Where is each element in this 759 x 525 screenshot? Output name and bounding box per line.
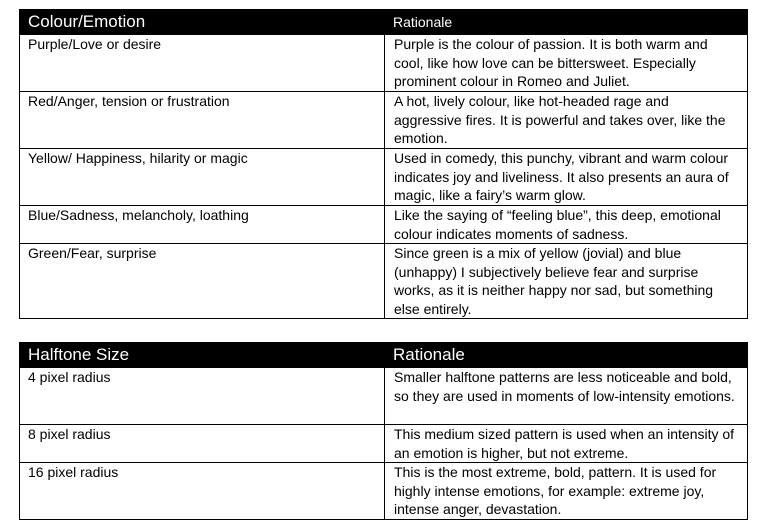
table-header-row — [20, 343, 748, 368]
halftone-size-table — [19, 342, 748, 520]
rationale-cell: This is the most extreme, bold, pattern. It is used for highly intense emotions, for example: extreme joy, intense anger, devastation. — [385, 463, 748, 520]
table-row — [20, 35, 748, 92]
table-row — [20, 244, 748, 319]
table-row — [20, 149, 748, 206]
colour-emotion-table — [19, 9, 748, 319]
halftone-size-cell: 8 pixel radius — [20, 425, 385, 463]
emotion-cell: Yellow/ Happiness, hilarity or magic — [20, 149, 385, 206]
rationale-cell: Purple is the colour of passion. It is both warm and cool, like how love can be bittersweet. Especially prominent colour in Romeo and Juliet. — [385, 35, 748, 92]
table-row — [20, 463, 748, 520]
rationale-cell: This medium sized pattern is used when an intensity of an emotion is higher, but not extreme. — [385, 425, 748, 463]
rationale-cell: Since green is a mix of yellow (jovial) and blue (unhappy) I subjectively believe fear and surprise works, as it is neither happy nor sad, but something else entirely. — [385, 244, 748, 319]
column-header-rationale: Rationale — [385, 343, 748, 368]
rationale-cell: Like the saying of “feeling blue”, this deep, emotional colour indicates moments of sadness. — [385, 206, 748, 244]
emotion-cell: Blue/Sadness, melancholy, loathing — [20, 206, 385, 244]
rationale-cell: Used in comedy, this punchy, vibrant and warm colour indicates joy and liveliness. It also presents an aura of magic, like a fairy’s warm glow. — [385, 149, 748, 206]
emotion-cell: Purple/Love or desire — [20, 35, 385, 92]
column-header-halftone-size: Halftone Size — [20, 343, 385, 368]
table-row — [20, 92, 748, 149]
table-row — [20, 425, 748, 463]
emotion-cell: Green/Fear, surprise — [20, 244, 385, 319]
emotion-cell: Red/Anger, tension or frustration — [20, 92, 385, 149]
column-header-colour-emotion: Colour/Emotion — [20, 10, 385, 35]
halftone-size-cell: 16 pixel radius — [20, 463, 385, 520]
column-header-rationale: Rationale — [385, 10, 748, 35]
table-row — [20, 368, 748, 425]
table-header-row — [20, 10, 748, 35]
halftone-size-cell: 4 pixel radius — [20, 368, 385, 425]
rationale-cell: Smaller halftone patterns are less noticeable and bold, so they are used in moments of low-intensity emotions. — [385, 368, 748, 425]
table-row — [20, 206, 748, 244]
rationale-cell: A hot, lively colour, like hot-headed rage and aggressive fires. It is powerful and takes over, like the emotion. — [385, 92, 748, 149]
